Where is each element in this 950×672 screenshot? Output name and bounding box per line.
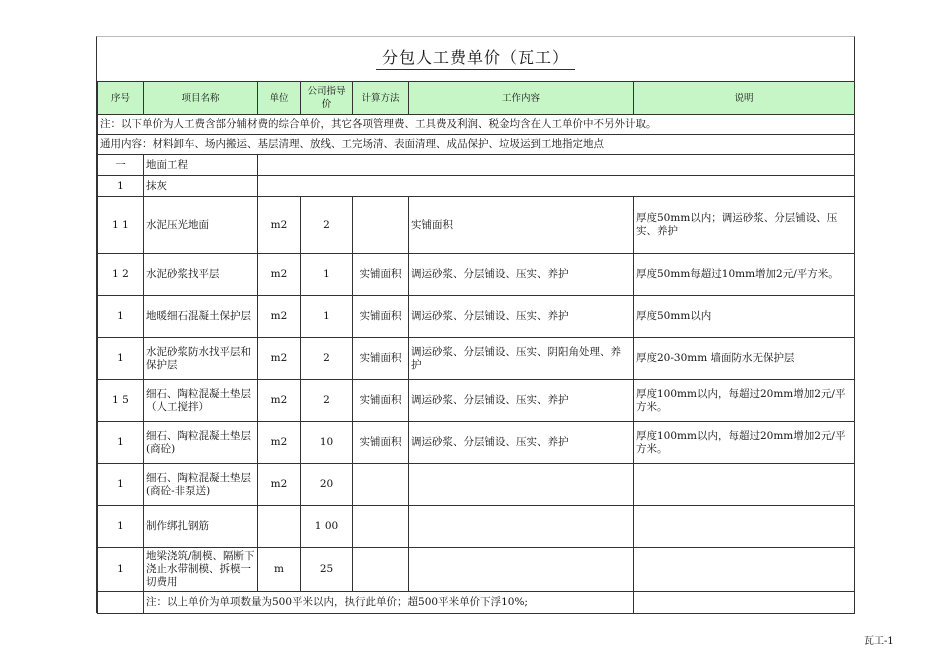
row-desc (634, 506, 855, 548)
table-row (98, 380, 855, 422)
section-no: 一 (98, 155, 144, 176)
table-row (98, 338, 855, 380)
header-content: 工作内容 (409, 82, 634, 115)
row-no: 1 (98, 506, 144, 548)
table-row (98, 422, 855, 464)
row-no: 1 5 (98, 380, 144, 422)
footnote-row (98, 592, 855, 614)
header-unit: 单位 (258, 82, 301, 115)
row-desc (634, 464, 855, 506)
row-name: 地暖细石混凝土保护层 (144, 296, 258, 338)
row-content: 调运砂浆、分层铺设、压实、养护 (409, 296, 634, 338)
row-unit: m2 (258, 464, 301, 506)
header-price: 公司指导价 (301, 82, 353, 115)
row-desc: 厚度50mm以内；调运砂浆、分层铺设、压实、养护 (634, 197, 855, 254)
general-text: 通用内容：材料卸车、场内搬运、基层清理、放线、工完场清、表面清理、成品保护、垃圾运到工地指定地点 (98, 135, 855, 155)
table-row (98, 506, 855, 548)
row-desc (634, 548, 855, 592)
worksheet (96, 36, 855, 613)
row-method: 实铺面积 (353, 422, 409, 464)
row-unit (258, 506, 301, 548)
row-name: 地梁浇筑/制模、隔断下浇止水带制模、拆模一切费用 (144, 548, 258, 592)
row-method: 实铺面积 (353, 254, 409, 296)
row-price: 10 (301, 422, 353, 464)
row-name: 细石、陶粒混凝土垫层(商砼) (144, 422, 258, 464)
row-content (409, 548, 634, 592)
note-row (98, 115, 855, 135)
row-unit: m2 (258, 197, 301, 254)
header-desc: 说明 (634, 82, 855, 115)
section-row (98, 155, 855, 176)
row-price: 1 (301, 254, 353, 296)
row-desc: 厚度50mm每超过10mm增加2元/平方米。 (634, 254, 855, 296)
row-desc: 厚度50mm以内 (634, 296, 855, 338)
group-blank (258, 176, 855, 197)
row-no: 1 1 (98, 197, 144, 254)
table-row (98, 197, 855, 254)
row-unit: m2 (258, 254, 301, 296)
row-method: 实铺面积 (353, 296, 409, 338)
header-name: 项目名称 (144, 82, 258, 115)
footnote-blank-right (634, 592, 855, 614)
row-price: 20 (301, 464, 353, 506)
row-unit: m2 (258, 380, 301, 422)
row-content (409, 506, 634, 548)
row-content: 调运砂浆、分层铺设、压实、养护 (409, 422, 634, 464)
row-price: 2 (301, 380, 353, 422)
row-method: 实铺面积 (353, 380, 409, 422)
row-method (353, 464, 409, 506)
row-content (409, 464, 634, 506)
row-name: 水泥砂浆防水找平层和保护层 (144, 338, 258, 380)
header-method: 计算方法 (353, 82, 409, 115)
row-name: 细石、陶粒混凝土垫层(商砼-非泵送) (144, 464, 258, 506)
row-price: 2 (301, 338, 353, 380)
row-unit: m (258, 548, 301, 592)
row-price: 2 (301, 197, 353, 254)
row-method (353, 548, 409, 592)
row-method (353, 197, 409, 254)
row-method (353, 506, 409, 548)
row-name: 细石、陶粒混凝土垫层（人工搅拌） (144, 380, 258, 422)
header-no: 序号 (98, 82, 144, 115)
footnote-text: 注：以上单价为单项数量为500平米以内，执行此单价；超500平米单价下浮10%; (144, 592, 634, 614)
row-price: 1 00 (301, 506, 353, 548)
row-desc: 厚度20-30mm 墙面防水无保护层 (634, 338, 855, 380)
row-unit: m2 (258, 296, 301, 338)
row-content: 实铺面积 (409, 197, 634, 254)
row-no: 1 (98, 338, 144, 380)
row-name: 制作绑扎钢筋 (144, 506, 258, 548)
note-text: 注：以下单价为人工费含部分辅材费的综合单价，其它各项管理费、工具费及利润、税金均含在人工单价中不另外计取。 (98, 115, 855, 135)
row-desc: 厚度100mm以内，每超过20mm增加2元/平方米。 (634, 422, 855, 464)
row-content: 调运砂浆、分层铺设、压实、阴阳角处理、养护 (409, 338, 634, 380)
row-unit: m2 (258, 422, 301, 464)
row-price: 25 (301, 548, 353, 592)
table-row (98, 464, 855, 506)
header-row (98, 82, 855, 115)
section-name: 地面工程 (144, 155, 258, 176)
table-row (98, 296, 855, 338)
row-no: 1 (98, 296, 144, 338)
group-name: 抹灰 (144, 176, 258, 197)
table-row (98, 254, 855, 296)
row-desc: 厚度100mm以内，每超过20mm增加2元/平方米。 (634, 380, 855, 422)
row-method: 实铺面积 (353, 338, 409, 380)
row-no: 1 (98, 422, 144, 464)
group-row (98, 176, 855, 197)
section-blank (258, 155, 855, 176)
row-name: 水泥压光地面 (144, 197, 258, 254)
footnote-blank-left (98, 592, 144, 614)
row-unit: m2 (258, 338, 301, 380)
general-row (98, 135, 855, 155)
table-row (98, 548, 855, 592)
row-content: 调运砂浆、分层铺设、压实、养护 (409, 380, 634, 422)
title-area (97, 37, 854, 81)
row-no: 1 2 (98, 254, 144, 296)
row-name: 水泥砂浆找平层 (144, 254, 258, 296)
page-title: 分包人工费单价（瓦工） (376, 48, 575, 70)
row-content: 调运砂浆、分层铺设、压实、养护 (409, 254, 634, 296)
row-no: 1 (98, 548, 144, 592)
price-table (97, 81, 855, 614)
group-no: 1 (98, 176, 144, 197)
row-price: 1 (301, 296, 353, 338)
page-label: 瓦工-1 (864, 636, 894, 647)
row-no: 1 (98, 464, 144, 506)
